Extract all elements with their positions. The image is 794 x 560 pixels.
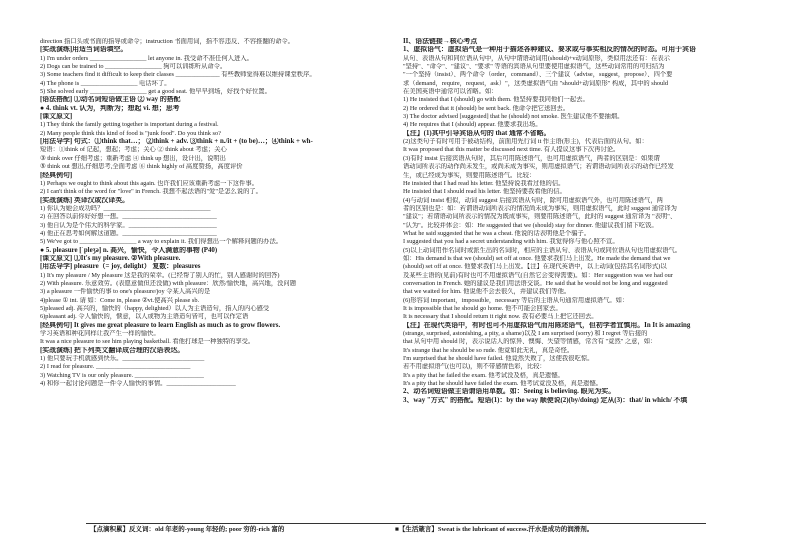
left-column-line: direction 指口头或书面的指导或命令；instruction 书面用词，指不容违反、不容推翻的命令。 [40,38,294,45]
right-column-line: 在美国英语中通常可以省略。如： [403,88,498,96]
right-column-line: (2)这类句子有时可用于被动结构，前面用先行词 it 作主语(形主)，代表后面的从句。如： [403,138,648,146]
footer-right-motto: ■【生活箴言】Sweat is the lubricant of success.汗水是成功的润滑剂。 [395,526,594,533]
left-column [40,38,393,523]
right-column-line: 从句、表语从句和同位语从句中，从句中谓语动词用(should)+v动词原形，类似用法还有：在表示 [403,54,670,62]
right-column-line: that we waited for him. 他说他不会去很久，并建议我们等他。 [403,288,571,296]
left-column-line: [课文原文] ①It's my pleasure. ②With pleasure. [40,254,181,262]
right-column-line: It's a pity that he should have failed the exam. 他考试竟没及格，真是遗憾。 [403,380,602,388]
left-column-line: [实战演练]用适当词语填空。 [40,46,128,54]
right-column-line: (4)与动词 insist 相似，动词 suggest 后接宾语从句时，除可用虚拟语气外，也可用陈述语气，两 [403,196,663,204]
right-column-line: It is impossible that he should go home. 他不可能会回家去。 [403,305,562,312]
left-column-line: 1) 你认为她会成功吗？__________________________________ [40,204,211,212]
right-column-line: 3) The doctor advised [suggested] that he (should) not smoke. 医生建议他不要抽烟。 [403,113,624,121]
right-column-line: (strange, surprised, astonishing, a pity, a shame)以及 I am surprised (sorry) 和 I regret 等后接的 [403,330,648,338]
right-column-line: that 从句中用 should 时，表示说话人的惊异、懊悔、失望等情感，常含有 "竟然" 之意，如： [403,338,657,346]
right-column-line: 及某些主语的(见前)有时也可不用虚拟语气(自然它会变得需要)。如：Her suggestion was we had our [403,271,673,279]
left-column-line: 学习英语和种花同样让我产生一样的愉快。 [40,330,160,338]
right-column-line: 2、动名词短语做主语谓语用单数。如：Seeing is believing. 眼见为实。 [403,388,616,396]
right-column-line: 者的区别也是：如：若谓语动词所表示的情况尚未成为事实，则用虚拟语气，此时 suggest 通常译为 [403,204,677,212]
left-column-line: 2) Dogs can be trained to __________________ 狗可以训练听从命令。 [40,63,227,71]
left-column-line: [用法导学] pleasure（= joy, delight） 复数：pleasures [40,263,201,271]
right-column-line: It's a pity that he failed the exam. 他考试没及格，真是遗憾。 [403,371,564,379]
right-column-line: I suggested that you had a secret understanding with him. 我觉得你与他心照不宣。 [403,238,619,246]
left-column-line: [语法搭配] ①动名词短语做主语 ② way 的搭配 [40,96,181,104]
left-column-line: 1) They think the family getting together is important during a festival. [40,121,219,129]
right-column-line: 若不用虚拟语气(也可以)，则不带感情色彩，比较： [403,363,546,371]
right-column [403,38,756,523]
left-column-line: 3) a pleasure 一件愉快的事 to one's pleasure/joy 令某人高兴的是 [40,288,211,296]
right-column-line: 1、虚拟语气：虚拟语气是一种用于描述各种建议、要求或与事实相反的情况的时态。可用于宾语 [403,46,696,54]
right-column-line: 【注】在现代英语中，有时也可不用虚拟语气而用陈述语气，但初学者宜慎用。In It is amazing [403,321,691,329]
right-column-line: He insisted that I should read his letter. 他坚持要我看他的信。 [403,188,566,196]
right-column-line: "认为"。比较并体会：如：He suggested that we (should) stay for dinner. 他建议我们留下吃饭。 [403,221,658,229]
left-column-line: 1) 他只要玩手机就感到快乐。__________________________ [40,355,205,363]
left-column-line: 4) 他正在思考如何解这道题。______________________________ [40,229,217,237]
right-column-line: "坚持"、"命令"、"建议"、"要求" 等语的宾语从句里要使用虚拟语气，这些动词常用的可归结为 [403,63,665,71]
left-column-line: It was a nice pleasure to see him playing basketball. 看他打球是一种独特的享受。 [40,338,255,346]
left-column-line: 4) The phone is __________________ 电话坏了。 [40,79,171,87]
right-column-line: "一个坚持（insist）、两个命令（order，command）、三个建议（advise，suggest，propose）、四个要 [403,71,673,79]
right-column-line: 生，或已经成为事实，则要用陈述语气。比较： [403,171,536,179]
left-column-line: 2) I read for pleasure. ______________________________ [40,363,191,371]
left-column-line: 4)please ① int. 请 如：Come in, please ②vt.使高兴 please sb. [40,296,200,304]
left-column-line: [实战演练] 英译汉或汉译英。 [40,196,129,204]
left-column-line: 5) We've got to __________________ a way to explain it. 我们得想出一个解释问题的办法。 [40,238,283,246]
left-column-line: 5)pleased adj. 高兴的，愉快的（happy, delighted）以人为主语造句，指人的内心感受 [40,305,270,312]
left-column-line: [用法导学] 句式：①think that…； ②think + adv. ③think + n./it + (to be)…；④think + wh- [40,138,313,146]
right-column-line: It was proposed that this matter be discussed next time. 有人提议这事下次再讨论。 [403,146,620,154]
left-column-line: 1) It's my pleasure / My pleasure 这是我的荣幸。(已经帮了别人的忙，别人感谢时的回答) [40,271,280,279]
right-column-line: (3)有时 insist 后接宾语从句时，其后可用陈述语气，也可用虚拟语气，两者的区别是：如果谓 [403,154,660,162]
right-column-line: It's strange that he should be so rude. 他竟如此无礼，真是奇怪。 [403,346,574,354]
left-column-line: [经典例句] It gives me great pleasure to learn English as much as to grow flowers. [40,321,281,329]
right-column-line: (should) set off at once. 他要求我们马上出发。【注】在现代英语中，以上动词(包括其名词形式)以 [403,263,667,271]
left-column-line: 4) 和你一起讨论问题是一件令人愉快的事情。______________________ [40,380,236,388]
left-column-line: 短语：①think of 记起，想起；考虑；关心 ② think about 考虑；关心 [40,146,227,154]
right-column-line: "建议"；若谓语动词所表示的情况为既成事实，则要用陈述语气，此时的 suggest 通常译为 "表明"、 [403,213,677,221]
left-column-line: 2) Many people think this kind of food is "junk food". Do you think so? [40,129,221,137]
right-column-line: 如：His demand is that we (should) set off at once. 他要求我们马上出发。He made the demand that we [403,254,671,262]
left-column-line: ● 4. think vt. 认为，判断为；想起 vi. 想；思考 [40,104,180,112]
right-column-line: He insisted that I had read his letter. 他坚持说我看过他的信。 [403,179,565,187]
right-column-line: It is necessary that I should return it right now. 我有必要马上把它还回去。 [403,313,598,321]
right-column-line: conversation in French. 她的建议是我们用法语交谈。He said that he would not be long and suggested [403,279,668,287]
left-column-line: 2) With pleasure. 乐意效劳。(表愿意做但还没做) with pleasure：欣然/愉快地，高兴地，没问题 [40,279,297,287]
left-column-line: 1) Perhaps we ought to think about this again. 也许我们应该重新考虑一下这件事。 [40,179,258,187]
left-column-line: ③ think over 仔细考虑；重新考虑 ④ think up 想出，设计出，说明出 [40,154,226,162]
left-column-line: [实战演练] 把下列英文翻译成合理的汉语表达。 [40,346,185,354]
left-column-line: 2) 在回答以前你好好想一想。______________________________ [40,213,217,221]
right-column-line: 求（demand，require，request，ask）"，这类虚拟语气由 "should+动词原形" 构成，其中的 should [403,79,669,87]
right-column-line: 4) He requires that I (should) appear. 他要求我出场。 [403,121,542,129]
left-column-line: [经典例句] [40,171,73,179]
left-column-line: 5) She solved early __________________ get a good seat. 他早早到场，好找个好位置。 [40,88,271,96]
left-column-line: 6)pleasant adj. 令人愉快的，惬意，以人或物为主语造句皆可，也可以作定语 [40,313,249,321]
right-column-line: 【注】(1)其中引导宾语从句的 that 通常不省略。 [403,129,551,137]
left-column-line: 3) 他自认为是个伟大的科学家。____________________________ [40,221,217,229]
right-column-line: 语动词所表示的动作尚未发生，或尚未成为事实，则用虚拟语气；若谓语动词所表示的动作已经发 [403,163,674,171]
right-column-line: I'm surprised that he should have failed. 他竟然失败了，这使我很吃惊。 [403,355,594,363]
right-column-line: (5)以上动词用作名词时或派生出的名词时，相应的主语从句、表语从句或同位语从句也用虚拟语气。 [403,246,682,254]
right-column-line: 2) He ordered that it (should) be sent back. 他命令把它送回去。 [403,104,570,112]
right-column-line: 3、way "方式" 的搭配。短语(1)：by the way 顺便说(2)(by/doing) 定从(3)：that/ in which/ 不填 [403,396,688,404]
left-column-line: 2) I can't think of the word for "love" in French. 我想不起法语的"爱"是怎么说的了。 [40,188,262,196]
left-column-line: ⑤ think out 想出,仔细思考,全面考虑 ⑥ think highly of 高度赞扬，高度评价 [40,163,243,171]
right-column-line: II、语法链接→核心考点 [403,38,478,45]
right-column-line: 1) He insisted that I (should) go with them. 他坚持要我同他们一起去。 [403,96,589,104]
left-column-line: ● 5. pleasure [ˈpleʒə] n. 高兴，愉快，令人满意的事物 (P40) [40,246,218,254]
footer-left-note: 【点滴积累】反义词：old 年老的-young 年轻的; poor 穷的-rich 富的 [90,526,285,533]
left-column-line: 3) Some teachers find it difficult to keep their classes ______________ 有些教师觉得难以维持课堂秩序。 [40,71,316,79]
right-column-line: What he said suggested that he was a cheat. 他说的话表明他是个骗子。 [403,229,591,237]
left-column-line: 1) I'm under orders __________________ let anyone in. 我受命不准任何人进入。 [40,54,253,62]
right-column-line: (6)形容词 important，impossible，necessary 等后的主语从句通常用虚拟语气。如： [403,296,629,304]
left-column-line: [课文原文] [40,113,73,121]
left-column-line: 3) Watching TV is our only pleasure. ______________________ [40,371,204,379]
